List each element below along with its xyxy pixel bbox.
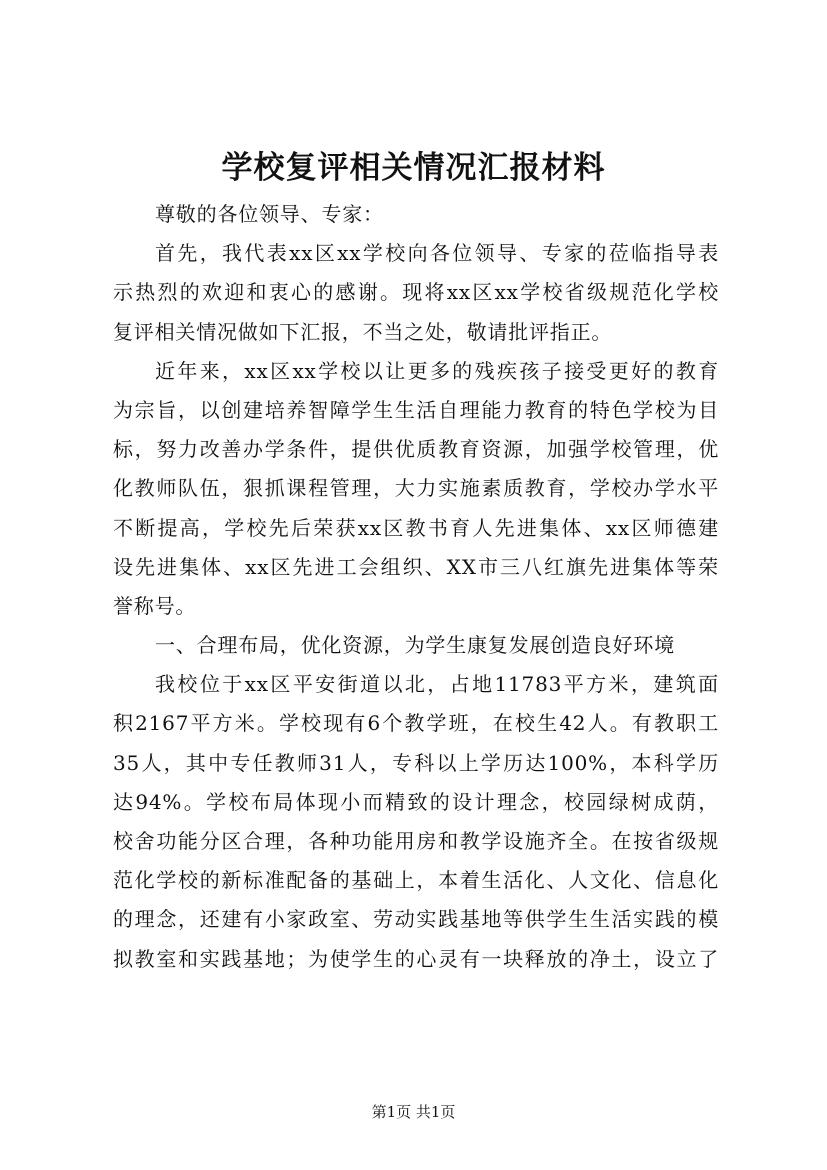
- body-line: 范化学校的新标准配备的基础上，本着生活化、人文化、信息化: [113, 868, 719, 893]
- body-line: 积2167平方米。学校现有6个教学班，在校生42人。有教职工: [113, 711, 719, 736]
- body-line: 誉称号。: [113, 593, 197, 618]
- body-line: 的理念，还建有小家政室、劳动实践基地等供学生生活实践的模: [113, 907, 719, 932]
- body-line: 拟教室和实践基地；为使学生的心灵有一块释放的净土，设立了: [113, 946, 719, 971]
- body-line: 我校位于xx区平安街道以北，占地11783平方米，建筑面: [155, 672, 719, 697]
- body-line: 示热烈的欢迎和衷心的感谢。现将xx区xx学校省级规范化学校: [113, 280, 719, 305]
- body-line: 达94%。学校布局体现小而精致的设计理念，校园绿树成荫，: [113, 789, 719, 814]
- document-body: [113, 195, 719, 979]
- body-line: 尊敬的各位领导、专家：: [155, 202, 384, 226]
- body-line: 35人，其中专任教师31人，专科以上学历达100%，本科学历: [113, 750, 719, 775]
- body-line: 近年来，xx区xx学校以让更多的残疾孩子接受更好的教育: [155, 358, 719, 383]
- body-line: 首先，我代表xx区xx学校向各位领导、专家的莅临指导表: [155, 241, 719, 266]
- body-line: 设先进集体、xx区先进工会组织、XX市三八红旗先进集体等荣: [113, 554, 719, 579]
- page-footer: 第1页 共1页: [371, 1103, 456, 1121]
- document-title: 学校复评相关情况汇报材料: [221, 150, 606, 186]
- body-line: 复评相关情况做如下汇报，不当之处，敬请批评指正。: [113, 319, 613, 344]
- body-line: 不断提高，学校先后荣获xx区教书育人先进集体、xx区师德建: [113, 515, 719, 540]
- body-line: 为宗旨，以创建培养智障学生生活自理能力教育的特色学校为目: [113, 397, 719, 422]
- body-line: 化教师队伍，狠抓课程管理，大力实施素质教育，学校办学水平: [113, 476, 719, 501]
- body-line: 标，努力改善办学条件，提供优质教育资源，加强学校管理，优: [113, 437, 719, 462]
- body-line: 校舍功能分区合理，各种功能用房和教学设施齐全。在按省级规: [113, 829, 719, 853]
- body-line: 一、合理布局，优化资源，为学生康复发展创造良好环境: [155, 633, 675, 658]
